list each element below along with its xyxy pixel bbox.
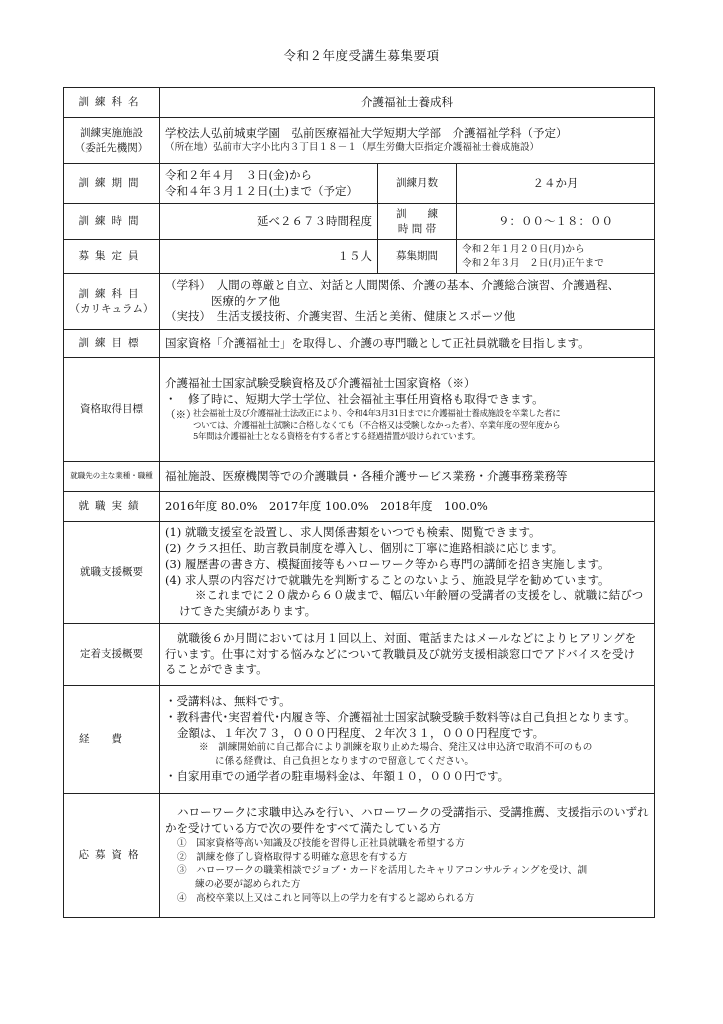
capacity-label: 募集定員 xyxy=(64,240,160,274)
qualification-label: 資格取得目標 xyxy=(64,358,160,462)
results-label: 就職実績 xyxy=(64,492,160,522)
row-institution xyxy=(64,118,655,164)
expenses-value: ・受講料は、無料です。 ・教科書代･実習着代･内履き等、介護福祉士国家試験受験手数料等は自己負担となります。 金額は、１年次７３，０００円程度、２年次３１，０００円程度です。 ※ 訓練開始前に自己都合により訓練を取り止めた場合、発注又は申込済で取消不可のもの に係る経費は、自己負担となりますので留意してください。 ・自家用車での通学者の駐車場料金は、年額１０，０００円です。 xyxy=(160,686,655,794)
row-qualification xyxy=(64,358,655,462)
support-label: 就職支援概要 xyxy=(64,522,160,624)
capacity-value: １５人 xyxy=(160,240,378,274)
results-value: 2016年度 80.0% 2017年度 100.0% 2018年度 100.0% xyxy=(160,492,655,522)
expenses-label: 経費 xyxy=(64,686,160,794)
goal-value: 国家資格「介護福祉士」を取得し、介護の専門職として正社員就職を目指します。 xyxy=(160,330,655,358)
row-hours xyxy=(64,204,655,240)
retention-value: 就職後６か月間においては月１回以上、対面、電話またはメールなどによりヒアリングを 行います。仕事に対する悩みなどについて教職員及び就労支援相談窓口でアドバイスを受け ることができます。 xyxy=(160,624,655,686)
employers-label: 就職先の主な業種・職種 xyxy=(64,462,160,492)
goal-label: 訓練目標 xyxy=(64,330,160,358)
period-value: 令和２年４月 ３日(金)から 令和４年３月１２日(土)まで（予定） xyxy=(160,164,378,204)
row-course-name xyxy=(64,88,655,118)
row-employers xyxy=(64,462,655,492)
curriculum-label: 訓練科目 （カリキュラム） xyxy=(64,274,160,330)
time-band-label: 訓 練 時 間 帯 xyxy=(378,204,457,240)
row-expenses xyxy=(64,686,655,794)
curriculum-value: （学科） 人間の尊厳と自立、対話と人間関係、介護の基本、介護総合演習、介護過程、 医療的ケア他 （実技） 生活支援技術、介護実習、生活と美術、健康とスポーツ他 xyxy=(160,274,655,330)
months-label: 訓練月数 xyxy=(378,164,457,204)
eligibility-label: 応募資格 xyxy=(64,794,160,918)
row-goal xyxy=(64,330,655,358)
page-title: 令和２年度受講生募集要項 xyxy=(283,48,440,63)
row-support xyxy=(64,522,655,624)
course-name-label: 訓練科名 xyxy=(64,88,160,118)
recruit-period-label: 募集期間 xyxy=(378,240,457,274)
retention-label: 定着支援概要 xyxy=(64,624,160,686)
row-eligibility xyxy=(64,794,655,918)
institution-label: 訓練実施施設 （委託先機関） xyxy=(64,118,160,164)
hours-value: 延べ２６７３時間程度 xyxy=(160,204,378,240)
institution-value: 学校法人弘前城東学園 弘前医療福祉大学短期大学部 介護福祉学科（予定） （所在地）弘前市大字小比内３丁目１８－１（厚生労働大臣指定介護福祉士養成施設） xyxy=(160,118,655,164)
recruit-period-value: 令和２年１月２０日(月)から 令和２年３月 ２日(月)正午まで xyxy=(457,240,655,274)
eligibility-value: ハローワークに求職申込みを行い、ハローワークの受講指示、受講推薦、支援指示のいずれ かを受けている方で次の要件をすべて満たしている方 ① 国家資格等高い知識及び技能を習得し正社員就職を希望する方 ② 訓練を修了し資格取得する明確な意思を有する方 ③ ハローワークの職業相談でジョブ・カードを活用したキャリアコンサルティングを受け、訓 練の必要が認められた方 ④ 高校卒業以上又はこれと同等以上の学力を有すると認められる方 xyxy=(160,794,655,918)
row-capacity xyxy=(64,240,655,274)
time-band-value: ９：００～１８：００ xyxy=(457,204,655,240)
row-curriculum xyxy=(64,274,655,330)
row-results xyxy=(64,492,655,522)
months-value: ２４か月 xyxy=(457,164,655,204)
row-retention xyxy=(64,624,655,686)
period-label: 訓練期間 xyxy=(64,164,160,204)
hours-label: 訓練時間 xyxy=(64,204,160,240)
employers-value: 福祉施設、医療機関等での介護職員・各種介護サービス業務・介護事務業務等 xyxy=(160,462,655,492)
row-period xyxy=(64,164,655,204)
qualification-note: （※） 社会福祉士及び介護福祉士法改正により、令和4年3月31日までに介護福祉士養成施設を卒業した者に ついては、介護福祉士試験に合格しなくても（不合格又は受験しなかった者）、卒業年度の翌年度から 5年間は介護福祉士となる資格を有する者とする経過措置が設けられています。 xyxy=(165,407,561,442)
course-name-value: 介護福祉士養成科 xyxy=(160,88,655,118)
support-value: (1) 就職支援室を設置し、求人関係書類をいつでも検索、閲覧できます。 (2) クラス担任、助言教員制度を導入し、個別に丁寧に進路相談に応じます。 (3) 履歴書の書き方、模擬面接等もハローワーク等から専門の講師を招き実施します。 (4) 求人票の内容だけで就職先を判断することのないよう、施設見学を勧めています。 ※これまでに２０歳から６０歳まで、幅広い年齢層の受講者の支援をし、就職に結びつ けてきた実績があります。 xyxy=(160,522,655,624)
qualification-value: 介護福祉士国家試験受験資格及び介護福祉士国家資格（※） ・ 修了時に、短期大学士学位、社会福祉主事任用資格も取得できます。 （※） 社会福祉士及び介護福祉士法改正により、令和4年3月31日までに介護福祉士養成施設を卒業した者に ついては、介護福祉士試験に合格しなくても（不合格又は受験しなかった者）、卒業年度の翌年度から 5年間は介護福祉士となる資格を有する者とする経過措置が設けられています。 xyxy=(160,358,655,462)
recruitment-table xyxy=(63,87,655,918)
